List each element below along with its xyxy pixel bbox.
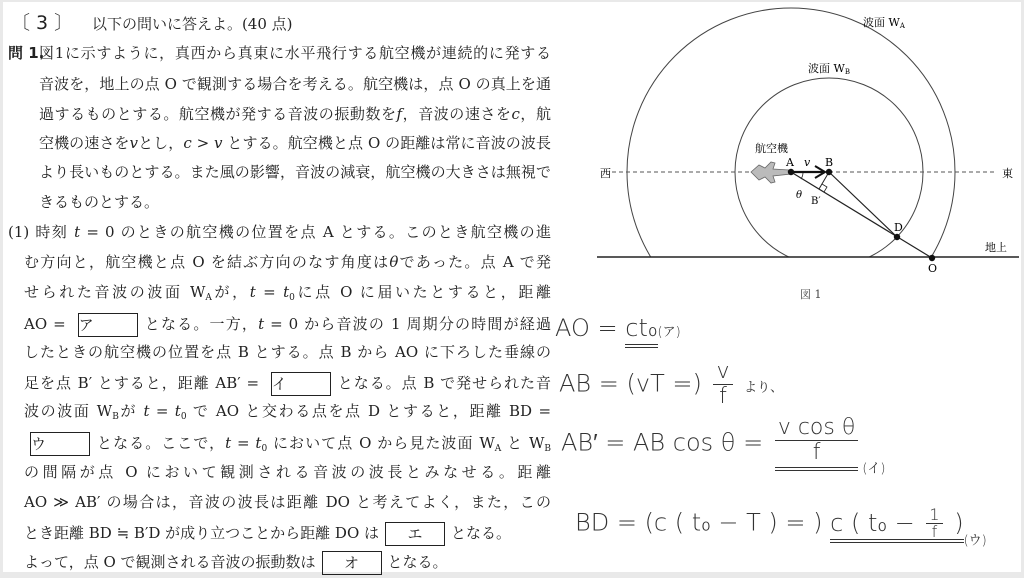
math-variable: t [174,402,181,420]
numerator: 1 [926,507,942,524]
text-line [24,342,551,362]
figure-caption: 図 1 [800,288,822,301]
subscript: 0 [261,444,268,454]
answer-box: イ [271,372,331,396]
note-ao-answer: ct₀ [625,314,657,348]
text-segment: (1) 時刻 [8,223,75,241]
point-b-dot [826,169,832,175]
line-a-o [791,172,932,258]
text-segment: 図1に示すように，真西から真東に水平飛行する航空機が連続的に発する [39,44,551,62]
text-segment: とし， [138,134,184,152]
text-segment: とき距離 BD ≒ B′D が成り立つことから距離 DO は [24,524,380,542]
denominator: f [812,440,821,465]
text-segment: ，音波の速さを [402,105,512,123]
text-line [24,313,551,337]
text-segment: ，航 [519,105,551,123]
text-line [24,401,551,427]
text-segment: きるものとする。 [39,193,160,211]
text-segment: となる。 [451,524,512,542]
text-segment: の間隔が点 O において観測される音波の波長とみなせる。距離 [24,463,551,481]
text-segment: が [118,402,144,420]
text-segment: = 0 のときの航空機の位置を点 A とする。このとき航空機の進 [80,223,551,241]
math-variable: θ [389,253,399,271]
text-segment: = [231,434,256,452]
east-label: 東 [1002,167,1013,180]
text-line [24,522,511,546]
text-segment: む方向と，航空機と点 O を結ぶ方向のなす角度は [24,253,390,271]
exam-page [3,2,1021,572]
note-abprime-fraction [775,416,858,471]
wavefront-b-label: 波面 WB [808,62,850,76]
point-d-dot [894,234,900,240]
answer-box: エ [385,522,445,546]
math-variable: t [74,223,81,241]
denominator: f [931,522,938,541]
answer-box: オ [322,551,382,575]
text-segment: せられた音波の波面 W [24,283,206,301]
text-segment: となる。点 B で発せられた音 [336,374,552,392]
velocity-label: v [804,156,811,169]
math-variable: f [396,105,403,123]
text-segment: = 0 から音波の 1 周期分の時間が経過 [264,315,551,333]
west-label: 西 [600,167,611,180]
point-o-dot [929,255,935,261]
text-line [24,462,551,482]
note-ao-lhs: AO = [555,314,626,342]
subscript: A [205,293,212,303]
line-b-d [829,172,897,237]
text-line [24,432,551,459]
text-segment: > [191,134,215,152]
text-line [24,551,448,575]
text-segment: 音波を，地上の点 O で観測する場合を考える。航空機は，点 O の真上を通 [39,75,551,93]
note-bd-answer [830,505,964,543]
text-segment: と W [501,434,545,452]
math-variable: t [249,283,256,301]
note-ab-fraction [713,360,732,409]
text-segment: = [255,283,284,301]
problem-instruction: 以下の問いに答えよ。(40 点) [91,15,293,33]
text-line [24,492,551,512]
text-segment: が， [211,283,250,301]
numerator: v [713,360,732,385]
note-ao-tag: (ア) [657,325,681,340]
math-variable: t [258,315,265,333]
text-segment: において点 O から見た波面 W [267,434,495,452]
note-ao [555,314,681,342]
point-o-label: O [928,262,938,275]
text-segment: AO ≫ AB′ の場合は，音波の波長は距離 DO と考えてよく，また，この [24,493,551,511]
text-segment: したときの航空機の位置を点 B とする。点 B から AO に下ろした垂線の [24,343,551,361]
answer-part: ) [946,508,964,537]
note-bd [575,507,987,549]
answer-part: c ( t₀ − [830,508,923,537]
text-segment: に点 O に届いたとすると，距離 [294,283,551,301]
math-variable: c [511,105,520,123]
note-bd-lhs: BD = (c ( t₀ − T ) = ) [575,508,823,537]
text-line [24,372,551,396]
angle-label: θ [796,190,803,201]
math-variable: t [143,402,150,420]
math-variable: t [255,434,262,452]
point-d-label: D [894,221,903,234]
point-a-label: A [786,156,794,169]
text-segment: AO = [24,315,72,333]
airplane-icon [751,162,791,183]
note-abprime-tag: (イ) [862,461,886,477]
note-ab [559,360,783,409]
text-segment: 過するものとする。航空機が発する音波の振動数を [39,105,397,123]
text-segment: であった。点 A で発 [398,253,551,271]
math-variable: v [214,134,223,152]
subscript: B [544,444,551,454]
point-b-label: B [825,156,834,169]
text-segment: 波の波面 W [24,402,113,420]
point-bprime-label: B′ [811,196,821,207]
numerator: v cos θ [775,416,858,441]
text-segment: とする。航空機と点 O の距離は常に音波の波長 [222,134,551,152]
airplane-label: 航空機 [755,142,788,155]
answer-box: ウ [30,432,90,456]
note-abprime [561,416,885,477]
question-1-label: 問 1. [8,44,45,62]
text-segment: 空機の速さを [39,134,130,152]
text-segment: 足を点 B′ とすると，距離 AB′ = [24,374,265,392]
denominator: f [719,384,727,409]
math-variable: t [283,283,290,301]
text-segment: となる。一方， [143,315,259,333]
text-segment: となる。 [387,553,448,571]
math-variable: t [225,434,232,452]
subscript: 0 [289,293,295,303]
math-variable: v [129,134,138,152]
note-abprime-lhs: AB′ = AB cos θ = [561,428,771,457]
text-segment: となる。ここで， [96,434,226,452]
problem-number: 〔 3 〕 [11,12,74,34]
text-segment: より長いものとする。また風の影響，音波の減衰，航空機の大きさは無視で [39,163,551,181]
answer-box: ア [78,313,138,337]
note-bd-tag: (ウ) [963,533,987,549]
text-segment: = [149,402,175,420]
wavefront-a-label: 波面 WA [863,16,905,30]
math-variable: c [183,134,192,152]
ground-label: 地上 [985,241,1007,254]
note-ab-lhs: AB = (vT =) [559,369,702,398]
note-ab-tail: より、 [744,380,784,396]
text-segment: で AO と交わる点を点 D とすると，距離 BD = [186,402,552,420]
text-segment: よって，点 O で観測される音波の振動数は [24,553,316,571]
point-a-dot [788,169,794,175]
subscript: B [112,412,119,422]
figure-1 [3,2,1021,312]
subscript: 0 [180,412,187,422]
subscript: A [494,444,502,454]
